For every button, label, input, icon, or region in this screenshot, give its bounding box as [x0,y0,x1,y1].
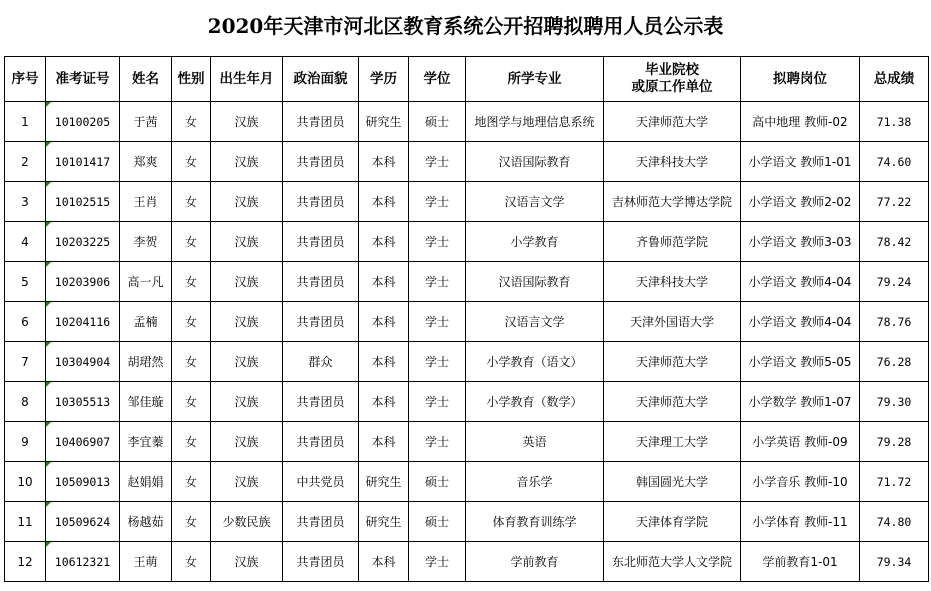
header-row [5,57,929,102]
cell-birth: 汉族 [211,262,283,302]
cell-gender: 女 [172,302,211,342]
header-school-line2: 或原工作单位 [631,79,713,95]
cell-politics: 共青团员 [283,422,359,462]
cell-politics: 共青团员 [283,382,359,422]
cell-major: 小学教育（语文） [466,342,604,382]
cell-degree: 学士 [409,342,466,382]
cell-school: 天津体育学院 [604,502,741,542]
cell-seq: 5 [5,262,46,302]
cell-exam-id: 10304904 [46,342,120,382]
cell-position: 小学数学 教师1-07 [741,382,860,422]
cell-politics: 中共党员 [283,462,359,502]
results-table [4,56,929,582]
cell-degree: 学士 [409,422,466,462]
cell-seq: 2 [5,142,46,182]
cell-position: 小学语文 教师1-01 [741,142,860,182]
cell-position: 学前教育1-01 [741,542,860,582]
cell-gender: 女 [172,262,211,302]
table-row [5,222,929,262]
cell-major: 汉语言文学 [466,182,604,222]
cell-politics: 共青团员 [283,182,359,222]
cell-politics: 共青团员 [283,142,359,182]
cell-score: 76.28 [860,342,929,382]
table-row [5,182,929,222]
cell-major: 英语 [466,422,604,462]
cell-major: 汉语国际教育 [466,262,604,302]
cell-exam-id: 10100205 [46,102,120,142]
cell-birth: 汉族 [211,462,283,502]
cell-name: 胡珺然 [120,342,172,382]
cell-seq: 12 [5,542,46,582]
table-row [5,342,929,382]
cell-degree: 学士 [409,142,466,182]
cell-seq: 1 [5,102,46,142]
cell-score: 79.28 [860,422,929,462]
header-seq: 序号 [5,57,46,102]
header-name: 姓名 [120,57,172,102]
cell-gender: 女 [172,542,211,582]
cell-politics: 群众 [283,342,359,382]
cell-name: 于茜 [120,102,172,142]
cell-education: 本科 [359,422,409,462]
cell-exam-id: 10101417 [46,142,120,182]
cell-score: 78.42 [860,222,929,262]
cell-score: 74.60 [860,142,929,182]
cell-politics: 共青团员 [283,502,359,542]
table-row [5,102,929,142]
cell-position: 小学语文 教师4-04 [741,302,860,342]
cell-score: 79.24 [860,262,929,302]
cell-gender: 女 [172,502,211,542]
cell-education: 本科 [359,542,409,582]
header-gender: 性别 [172,57,211,102]
cell-exam-id: 10305513 [46,382,120,422]
cell-major: 体育教育训练学 [466,502,604,542]
cell-major: 汉语言文学 [466,302,604,342]
cell-school: 东北师范大学人文学院 [604,542,741,582]
cell-education: 本科 [359,302,409,342]
cell-score: 78.76 [860,302,929,342]
cell-major: 小学教育（数学） [466,382,604,422]
cell-degree: 硕士 [409,462,466,502]
cell-name: 王肖 [120,182,172,222]
table-row [5,142,929,182]
cell-politics: 共青团员 [283,262,359,302]
cell-name: 高一凡 [120,262,172,302]
cell-education: 本科 [359,222,409,262]
cell-school: 天津外国语大学 [604,302,741,342]
cell-degree: 硕士 [409,502,466,542]
cell-school: 天津师范大学 [604,382,741,422]
header-politics: 政治面貌 [283,57,359,102]
cell-degree: 学士 [409,382,466,422]
cell-position: 小学语文 教师5-05 [741,342,860,382]
table-row [5,542,929,582]
cell-score: 77.22 [860,182,929,222]
cell-position: 小学体育 教师-11 [741,502,860,542]
header-degree: 学位 [409,57,466,102]
cell-gender: 女 [172,462,211,502]
cell-position: 高中地理 教师-02 [741,102,860,142]
cell-degree: 学士 [409,222,466,262]
cell-education: 研究生 [359,102,409,142]
header-score: 总成绩 [860,57,929,102]
cell-exam-id: 10102515 [46,182,120,222]
cell-birth: 汉族 [211,422,283,462]
cell-gender: 女 [172,342,211,382]
table-row [5,302,929,342]
cell-exam-id: 10203906 [46,262,120,302]
page-title: 2020年天津市河北区教育系统公开招聘拟聘用人员公示表 [207,14,724,38]
cell-name: 孟楠 [120,302,172,342]
table-row [5,262,929,302]
header-birth: 出生年月 [211,57,283,102]
cell-name: 郑爽 [120,142,172,182]
cell-seq: 9 [5,422,46,462]
cell-education: 本科 [359,262,409,302]
cell-name: 王萌 [120,542,172,582]
cell-score: 71.72 [860,462,929,502]
cell-education: 本科 [359,182,409,222]
cell-seq: 6 [5,302,46,342]
cell-gender: 女 [172,102,211,142]
cell-exam-id: 10612321 [46,542,120,582]
cell-name: 赵娟娟 [120,462,172,502]
cell-score: 79.30 [860,382,929,422]
cell-gender: 女 [172,422,211,462]
cell-gender: 女 [172,382,211,422]
cell-name: 邹佳璇 [120,382,172,422]
cell-birth: 汉族 [211,142,283,182]
header-exam-id: 准考证号 [46,57,120,102]
cell-birth: 汉族 [211,382,283,422]
cell-degree: 学士 [409,182,466,222]
header-school-line1: 毕业院校 [645,62,699,78]
table-body [5,102,929,582]
cell-birth: 少数民族 [211,502,283,542]
table-row [5,462,929,502]
cell-gender: 女 [172,182,211,222]
cell-education: 研究生 [359,462,409,502]
header-position: 拟聘岗位 [741,57,860,102]
cell-position: 小学语文 教师4-04 [741,262,860,302]
cell-school: 吉林师范大学博达学院 [604,182,741,222]
cell-seq: 10 [5,462,46,502]
cell-degree: 学士 [409,302,466,342]
cell-exam-id: 10406907 [46,422,120,462]
cell-major: 汉语国际教育 [466,142,604,182]
cell-politics: 共青团员 [283,542,359,582]
cell-score: 74.80 [860,502,929,542]
cell-birth: 汉族 [211,182,283,222]
cell-birth: 汉族 [211,342,283,382]
cell-school: 天津科技大学 [604,142,741,182]
cell-birth: 汉族 [211,542,283,582]
cell-position: 小学英语 教师-09 [741,422,860,462]
cell-education: 本科 [359,382,409,422]
cell-seq: 8 [5,382,46,422]
cell-school: 韩国圆光大学 [604,462,741,502]
cell-gender: 女 [172,222,211,262]
cell-degree: 学士 [409,542,466,582]
cell-degree: 硕士 [409,102,466,142]
cell-education: 研究生 [359,502,409,542]
cell-seq: 11 [5,502,46,542]
cell-major: 学前教育 [466,542,604,582]
cell-exam-id: 10203225 [46,222,120,262]
cell-school: 天津师范大学 [604,342,741,382]
cell-exam-id: 10509013 [46,462,120,502]
cell-major: 小学教育 [466,222,604,262]
cell-name: 杨越茹 [120,502,172,542]
header-education: 学历 [359,57,409,102]
cell-score: 71.38 [860,102,929,142]
cell-birth: 汉族 [211,222,283,262]
cell-school: 天津理工大学 [604,422,741,462]
cell-politics: 共青团员 [283,222,359,262]
cell-position: 小学语文 教师2-02 [741,182,860,222]
cell-position: 小学音乐 教师-10 [741,462,860,502]
table-row [5,422,929,462]
cell-politics: 共青团员 [283,102,359,142]
cell-education: 本科 [359,142,409,182]
cell-score: 79.34 [860,542,929,582]
cell-seq: 4 [5,222,46,262]
cell-name: 李宜蓁 [120,422,172,462]
cell-birth: 汉族 [211,302,283,342]
cell-position: 小学语文 教师3-03 [741,222,860,262]
cell-birth: 汉族 [211,102,283,142]
header-school [604,57,741,102]
cell-exam-id: 10204116 [46,302,120,342]
cell-name: 李贺 [120,222,172,262]
cell-school: 齐鲁师范学院 [604,222,741,262]
cell-major: 地图学与地理信息系统 [466,102,604,142]
cell-education: 本科 [359,342,409,382]
table-row [5,502,929,542]
cell-gender: 女 [172,142,211,182]
cell-seq: 7 [5,342,46,382]
cell-exam-id: 10509624 [46,502,120,542]
cell-school: 天津师范大学 [604,102,741,142]
cell-major: 音乐学 [466,462,604,502]
header-major: 所学专业 [466,57,604,102]
cell-politics: 共青团员 [283,302,359,342]
cell-degree: 学士 [409,262,466,302]
table-row [5,382,929,422]
cell-school: 天津科技大学 [604,262,741,302]
cell-seq: 3 [5,182,46,222]
